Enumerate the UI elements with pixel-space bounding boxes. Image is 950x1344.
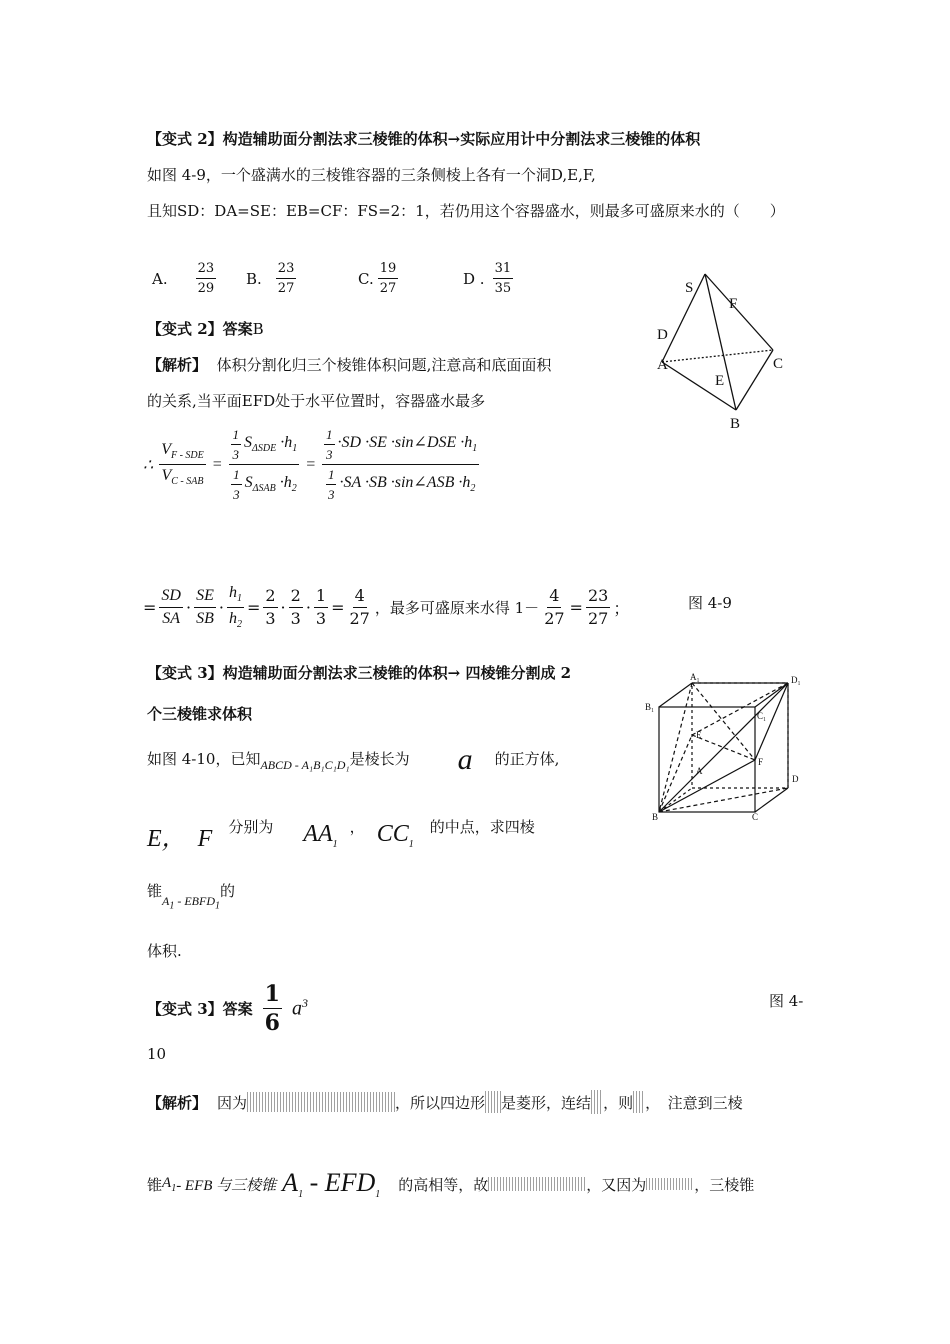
cube-label-b1: B₁ <box>645 702 655 712</box>
figure-4-10-caption-b: 10 <box>147 1045 167 1063</box>
v3-answer: 【变式 3】答案 $\frac{1}{6}$ $a^3$ <box>147 981 308 1036</box>
fig9-label-b: B <box>730 416 741 432</box>
v2-analysis-line1: 【解析】 体积分割化归三个棱锥体积问题,注意高和底面面积 <box>147 356 552 374</box>
fig9-label-f: F <box>729 296 738 312</box>
v3-analysis-line1: 【解析】 因为 ，所以四边形 是菱形，连结 ，则 ， 注意到三棱 <box>147 1090 743 1114</box>
v3-line2: E， F 分别为 $AA_1$ ， $CC_1$ 的中点，求四棱 <box>147 818 535 852</box>
garbled-formula <box>485 1091 501 1113</box>
v2-analysis-line2: 的关系,当平面EFD处于水平位置时，容器盛水最多 <box>147 392 486 410</box>
v2-line1: 如图 4-9，一个盛满水的三棱锥容器的三条侧棱上各有一个洞D,E,F, <box>147 166 596 184</box>
garbled-formula <box>488 1177 586 1191</box>
garbled-formula <box>247 1092 395 1112</box>
figure-4-10-cube <box>640 670 810 820</box>
cube-label-d: D <box>792 774 799 784</box>
v3-heading-line2: 个三棱锥求体积 <box>147 705 253 723</box>
v3-line3: 锥 $A_1$ - $EBFD_1$ 的 <box>147 882 236 912</box>
fig9-label-c: C <box>773 356 784 372</box>
v3-line1: 如图 4-10，已知 ABCD - A₁B₁C₁D₁ 是棱长为 a 的正方体, <box>147 743 560 776</box>
volume-ratio-formula: ∴ $\frac{V_{F - SDE}}{V_{C - SAB}}$ = $\frac{1}{3}$ $S_{\Delta SDE} \cdot h_1$ $\frac{1}{3}$ $S_{\Delta SAB} \cdot h_2$ = $\frac{1}{3}$ ·SD ·SE ·sin∠DSE $\cdot h_1$ $\frac{1}{3}$ ·SA ·SB ·sin∠ASB $\cdot h_2$ <box>143 427 478 502</box>
cube-label-e: E <box>696 730 702 740</box>
fig9-label-a: A <box>657 357 668 373</box>
cube-label-c: C <box>752 812 759 820</box>
v3-line4: 体积. <box>147 942 182 960</box>
v2-heading: 【变式 2】构造辅助面分割法求三棱锥的体积→实际应用计中分割法求三棱锥的体积 <box>147 130 701 148</box>
cube-label-a: A <box>696 766 703 776</box>
option-d: D . $\frac{31}{35}$ <box>463 261 512 296</box>
cube-label-a1: A₁ <box>690 672 700 682</box>
garbled-formula <box>591 1090 603 1114</box>
fig9-label-e: E <box>715 373 725 389</box>
option-b: B. $\frac{23}{27}$ <box>246 261 295 296</box>
cube-label-c1: C₁ <box>757 711 767 721</box>
v2-answer: 【变式 2】答案B <box>147 320 264 338</box>
v2-line2: 且知SD：DA=SE：EB=CF：FS=2：1，若仍用这个容器盛水，则最多可盛原来水的（ ） <box>147 202 785 220</box>
figure-4-10-caption-a: 图 4- <box>769 992 804 1010</box>
option-c: C. $\frac{19}{27}$ <box>358 261 397 296</box>
fig9-label-s: S <box>685 280 694 296</box>
cube-label-b: B <box>652 812 659 820</box>
cube-label-d1: D₁ <box>791 675 801 685</box>
fig9-label-d: D <box>657 327 668 343</box>
cube-label-f: F <box>758 757 764 767</box>
garbled-formula <box>646 1178 694 1190</box>
figure-4-9-tetrahedron <box>640 262 800 442</box>
v3-analysis-line2: 锥 $A_1$ - EFB 与三棱锥 $A_1 - EFD_1$ 的高相等，故 ，又因为 ，三棱锥 <box>147 1168 755 1201</box>
v3-heading-line1: 【变式 3】构造辅助面分割法求三棱锥的体积→ 四棱锥分割成 2 <box>147 664 572 682</box>
option-a: A. $\frac{23}{29}$ <box>152 261 215 296</box>
figure-4-9-caption: 图 4-9 <box>688 594 732 612</box>
garbled-formula <box>633 1091 645 1113</box>
volume-result-line: = $\frac{SD}{SA}$ · $\frac{SE}{SB}$ · $\frac{h_1}{h_2}$ = $\frac{2}{3}$ · $\frac{2}{3}$ · $\frac{1}{3}$ = $\frac{4}{27}$ ，最多可盛原来水得 1－ $\frac{4}{27}$ = $\frac{23}{27}$ ； <box>143 584 630 631</box>
